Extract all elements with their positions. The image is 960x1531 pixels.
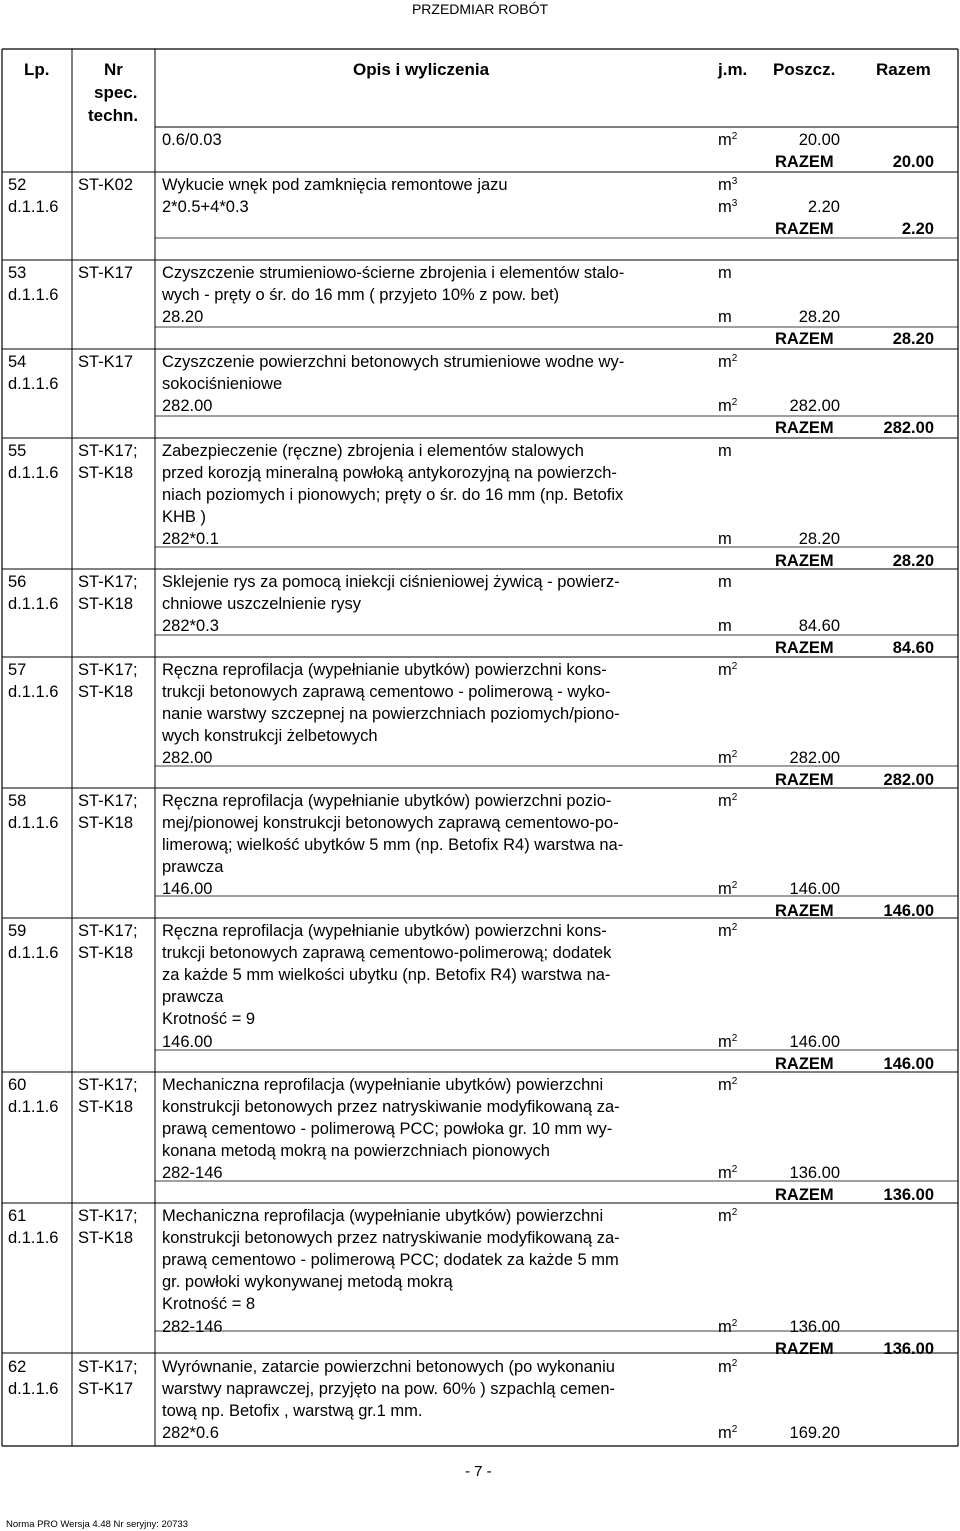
item-number: 57 xyxy=(8,661,27,679)
software-footer: Norma PRO Wersja 4.48 Nr seryjny: 20733 xyxy=(6,1519,188,1530)
spec-code: ST-K17 xyxy=(78,264,134,282)
calc-unit: $m^2$ xyxy=(718,397,738,416)
description-line: Krotność = 8 xyxy=(162,1295,256,1314)
spec-code: ST-K18 xyxy=(78,683,134,701)
item-subref: d.1.1.6 xyxy=(8,814,59,832)
item-number: 59 xyxy=(8,922,27,940)
unit: $m^2$ xyxy=(718,661,738,679)
description-line: prawą cementowo - polimerową PCC; powłoka gr. 10 mm wy- xyxy=(162,1120,613,1139)
description-line: wych - pręty o śr. do 16 mm ( przyjeto 10% z pow. bet) xyxy=(162,286,560,305)
description-line: limerową; wielkość ubytków 5 mm (np. Betofix R4) warstwa na- xyxy=(162,836,624,855)
description-line: KHB ) xyxy=(162,508,207,527)
description-line: nanie warstwy szczepnej na powierzchniach poziomych/piono- xyxy=(162,705,620,724)
calculation: 282-146 xyxy=(162,1317,223,1336)
calculation: 146.00 xyxy=(162,880,213,899)
calc-unit: $m^2$ xyxy=(718,1424,738,1443)
item-number: 55 xyxy=(8,442,27,460)
spec-code: ST-K17 xyxy=(78,1380,134,1398)
spec-code: ST-K18 xyxy=(78,944,134,962)
calc-value: 136.00 xyxy=(789,1317,840,1336)
item-number: 54 xyxy=(8,353,27,371)
carryover-total-label: RAZEM xyxy=(775,153,834,171)
unit: $m^3$ xyxy=(718,176,738,194)
item-number: 61 xyxy=(8,1207,27,1225)
description-line: gr. powłoki wykonywanej metodą mokrą xyxy=(162,1273,453,1292)
description-line: wych konstrukcji żelbetowych xyxy=(162,727,378,746)
spec-code: ST-K17; xyxy=(78,573,138,591)
description-line: Ręczna reprofilacja (wypełnianie ubytków) powierzchni kons- xyxy=(162,922,607,940)
item-number: 56 xyxy=(8,573,27,591)
spec-code: ST-K17 xyxy=(78,353,134,371)
item-subref: d.1.1.6 xyxy=(8,1229,59,1247)
description-line: Zabezpieczenie (ręczne) zbrojenia i elementów stalowych xyxy=(162,442,584,460)
total-value: 28.20 xyxy=(892,552,934,571)
item-subref: d.1.1.6 xyxy=(8,286,59,304)
description-line: konstrukcji betonowych przez natryskiwanie modyfikowaną za- xyxy=(162,1229,620,1248)
spec-code: ST-K17; xyxy=(78,1207,138,1225)
calculation: 282*0.1 xyxy=(162,530,219,549)
description-line: Sklejenie rys za pomocą iniekcji ciśnieniowej żywicą - powierz- xyxy=(162,573,620,591)
total-value: 84.60 xyxy=(892,639,934,658)
total-label: RAZEM xyxy=(775,552,834,571)
calculation: 2*0.5+4*0.3 xyxy=(162,198,249,217)
total-value: 146.00 xyxy=(883,902,934,921)
item-number: 58 xyxy=(8,792,27,810)
description-line: tową np. Betofix , warstwą gr.1 mm. xyxy=(162,1402,423,1421)
item-subref: d.1.1.6 xyxy=(8,198,59,216)
unit: m xyxy=(718,442,732,460)
header-opis: Opis i wyliczenia xyxy=(353,60,490,79)
calculation: 282.00 xyxy=(162,397,213,416)
description-line: Mechaniczna reprofilacja (wypełnianie ubytków) powierzchni xyxy=(162,1076,604,1094)
description-line: Czyszczenie powierzchni betonowych strumieniowe wodne wy- xyxy=(162,353,625,371)
item-number: 52 xyxy=(8,176,27,194)
total-label: RAZEM xyxy=(775,220,834,239)
spec-code: ST-K18 xyxy=(78,814,134,832)
calc-value: 2.20 xyxy=(807,198,840,217)
description-line: trukcji betonowych zaprawą cementowo-polimerową; dodatek xyxy=(162,944,612,963)
carryover-value: 20.00 xyxy=(798,131,840,149)
item-subref: d.1.1.6 xyxy=(8,375,59,393)
header-lp: Lp. xyxy=(24,60,50,79)
spec-code: ST-K17; xyxy=(78,922,138,940)
description-line: za każde 5 mm wielkości ubytku (np. Betofix R4) warstwa na- xyxy=(162,966,611,985)
unit: $m^2$ xyxy=(718,1076,738,1094)
spec-code: ST-K02 xyxy=(78,176,134,194)
total-label: RAZEM xyxy=(775,771,834,790)
description-line: konana metodą mokrą na powierzchniach pionowych xyxy=(162,1142,550,1161)
calculation: 282.00 xyxy=(162,749,213,768)
calc-unit: $m^2$ xyxy=(718,749,738,768)
total-value: 282.00 xyxy=(883,419,934,438)
item-number: 53 xyxy=(8,264,27,282)
header-jm: j.m. xyxy=(718,60,748,79)
header-poszcz: Poszcz. xyxy=(773,60,836,79)
calc-unit: m xyxy=(718,617,732,636)
spec-code: ST-K17; xyxy=(78,1358,138,1376)
description-line: Ręczna reprofilacja (wypełnianie ubytków) powierzchni pozio- xyxy=(162,792,612,810)
total-label: RAZEM xyxy=(775,419,834,438)
calc-value: 28.20 xyxy=(798,308,840,327)
unit: $m^2$ xyxy=(718,1358,738,1376)
description-line: Krotność = 9 xyxy=(162,1010,256,1029)
total-label: RAZEM xyxy=(775,1186,834,1205)
calc-value: 282.00 xyxy=(789,397,840,416)
calculation: 146.00 xyxy=(162,1032,213,1051)
item-subref: d.1.1.6 xyxy=(8,1380,59,1398)
page-number: - 7 - xyxy=(465,1463,492,1480)
description-line: niach poziomych i pionowych; pręty o śr. do 16 mm (np. Betofix xyxy=(162,486,624,505)
description-line: warstwy naprawczej, przyjęto na pow. 60% ) szpachlą cemen- xyxy=(162,1380,616,1399)
spec-code: ST-K17; xyxy=(78,1076,138,1094)
item-subref: d.1.1.6 xyxy=(8,464,59,482)
description-line: mej/pionowej konstrukcji betonowych zaprawą cementowo-po- xyxy=(162,814,619,833)
page-header: PRZEDMIAR ROBÓT xyxy=(411,1,549,17)
description-line: trukcji betonowych zaprawą cementowo - polimerową - wyko- xyxy=(162,683,611,702)
calc-value: 146.00 xyxy=(789,880,840,899)
spec-code: ST-K18 xyxy=(78,1098,134,1116)
description-line: prawcza xyxy=(162,988,224,1007)
total-label: RAZEM xyxy=(775,639,834,658)
calc-value: 84.60 xyxy=(798,617,840,636)
calc-value: 136.00 xyxy=(789,1164,840,1183)
unit: $m^2$ xyxy=(718,922,738,940)
description-line: Czyszczenie strumieniowo-ścierne zbrojenia i elementów stalo- xyxy=(162,264,625,282)
description-line: Mechaniczna reprofilacja (wypełnianie ubytków) powierzchni xyxy=(162,1207,604,1225)
description-line: sokociśnieniowe xyxy=(162,375,283,394)
unit: $m^2$ xyxy=(718,792,738,810)
description-line: konstrukcji betonowych przez natryskiwanie modyfikowaną za- xyxy=(162,1098,620,1117)
calculation: 282*0.3 xyxy=(162,617,219,636)
item-subref: d.1.1.6 xyxy=(8,944,59,962)
description-line: chniowe uszczelnienie rysy xyxy=(162,595,362,614)
header-spec: spec. xyxy=(94,83,138,102)
unit: m xyxy=(718,264,732,282)
calc-unit: $m^2$ xyxy=(718,1164,738,1183)
calculation: 282*0.6 xyxy=(162,1424,219,1443)
item-subref: d.1.1.6 xyxy=(8,683,59,701)
unit: $m^2$ xyxy=(718,1207,738,1225)
calc-value: 282.00 xyxy=(789,749,840,768)
spec-code: ST-K17; xyxy=(78,661,138,679)
total-label: RAZEM xyxy=(775,330,834,349)
spec-code: ST-K17; xyxy=(78,792,138,810)
description-line: prawą cementowo - polimerową PCC; dodatek za każde 5 mm xyxy=(162,1251,619,1270)
calculation: 28.20 xyxy=(162,308,204,327)
total-value: 282.00 xyxy=(883,771,934,790)
header-nr: Nr xyxy=(104,60,123,79)
item-number: 62 xyxy=(8,1358,27,1376)
item-subref: d.1.1.6 xyxy=(8,595,59,613)
calc-unit: m xyxy=(718,530,732,549)
spec-code: ST-K18 xyxy=(78,595,134,613)
calc-value: 28.20 xyxy=(798,530,840,549)
calc-unit: $m^3$ xyxy=(718,198,738,217)
description-line: Ręczna reprofilacja (wypełnianie ubytków) powierzchni kons- xyxy=(162,661,607,679)
total-label: RAZEM xyxy=(775,1339,834,1358)
total-value: 146.00 xyxy=(883,1054,934,1073)
calc-unit: $m^2$ xyxy=(718,1032,738,1051)
total-value: 28.20 xyxy=(892,330,934,349)
calc-value: 169.20 xyxy=(789,1424,840,1443)
item-number: 60 xyxy=(8,1076,27,1094)
header-techn: techn. xyxy=(88,106,139,125)
total-value: 2.20 xyxy=(901,220,934,239)
unit: $m^2$ xyxy=(718,353,738,371)
calc-unit: $m^2$ xyxy=(718,880,738,899)
description-line: prawcza xyxy=(162,858,224,877)
carryover-total: 20.00 xyxy=(892,153,934,171)
carryover-calc: 0.6/0.03 xyxy=(162,131,222,149)
spec-code: ST-K18 xyxy=(78,1229,134,1247)
unit: m xyxy=(718,573,732,591)
calc-unit: $m^2$ xyxy=(718,1317,738,1336)
total-label: RAZEM xyxy=(775,902,834,921)
item-subref: d.1.1.6 xyxy=(8,1098,59,1116)
calc-unit: m xyxy=(718,308,732,327)
description-line: Wykucie wnęk pod zamknięcia remontowe jazu xyxy=(162,176,508,194)
total-label: RAZEM xyxy=(775,1054,834,1073)
description-line: przed korozją mineralną powłoką antykorozyjną na powierzch- xyxy=(162,464,617,483)
calc-value: 146.00 xyxy=(789,1032,840,1051)
calculation: 282-146 xyxy=(162,1164,223,1183)
total-value: 136.00 xyxy=(883,1339,934,1358)
description-line: Wyrównanie, zatarcie powierzchni betonowych (po wykonaniu xyxy=(162,1358,615,1376)
spec-code: ST-K17; xyxy=(78,442,138,460)
total-value: 136.00 xyxy=(883,1186,934,1205)
carryover-unit: $m^2$ xyxy=(718,131,738,149)
header-razem: Razem xyxy=(876,60,931,79)
spec-code: ST-K18 xyxy=(78,464,134,482)
